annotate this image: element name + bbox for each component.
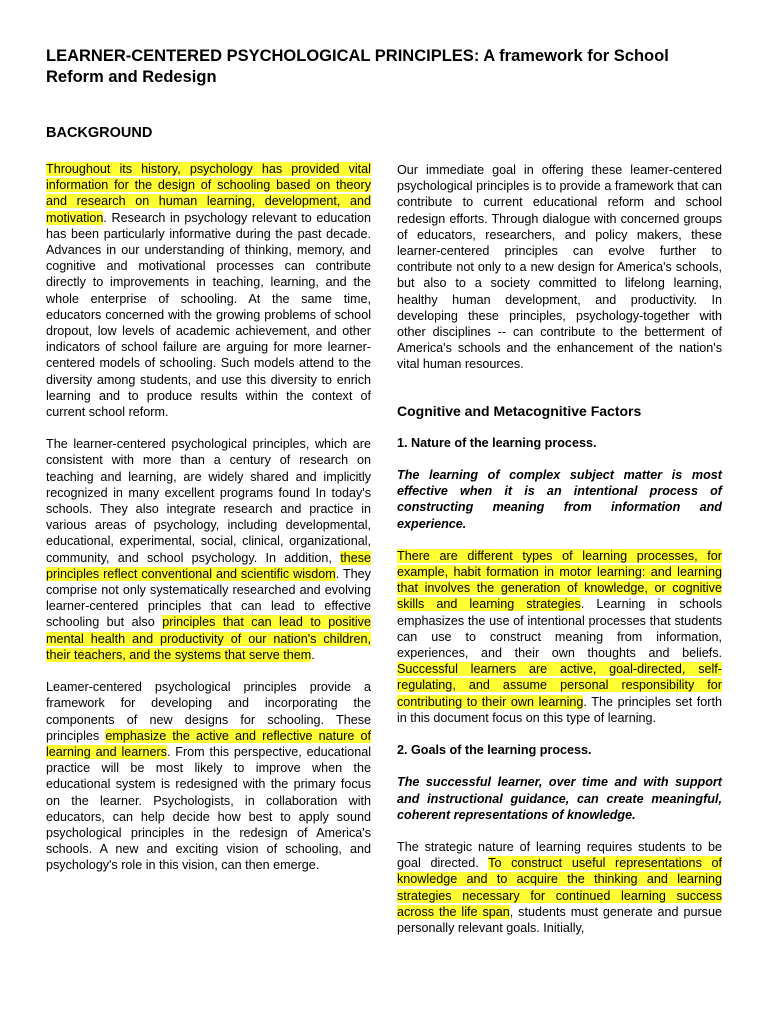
- highlighted-text: To construct useful representations of knowledge and to acquire the thinking and learning strategies necessary for continued learning success across the life span: [397, 856, 722, 919]
- text-run: Our immediate goal in offering these leamer-centered psychological principles is to provide a framework that can contribute to current educational reform and school redesign efforts. Through dialogue with concerned groups of educators, researchers, and policy makers, these learner-centered principles can evolve further to contribute not only to a new design for America's schools, but also to a society committed to lifelong learning, healthy human development, and productivity. In developing these principles, psychology-together with other disciplines -- can contribute to the betterment of America's schools and the enhancement of the nation's vital human resources.: [397, 163, 722, 372]
- left-column: [46, 161, 371, 890]
- background-heading: BACKGROUND: [46, 125, 153, 141]
- text-run: The learner-centered psychological principles, which are consistent with more than a century of research on teaching and learning, are widely shared and implicitly recognized in many excellent programs found In today's schools. They also integrate research and practice in various areas of psychology, including developmental, educational, experimental, social, clinical, organizational, community, and school psychology. In addition,: [46, 437, 371, 565]
- highlighted-text: principles that can lead to positive mental health and productivity of our nation's children, their teachers, and the systems that serve them: [46, 615, 371, 662]
- paragraph: [397, 839, 722, 936]
- paragraph: [397, 548, 722, 726]
- principle-1-heading: 1. Nature of the learning process.: [397, 435, 597, 450]
- document-title: [46, 46, 726, 88]
- paragraph: [46, 436, 371, 663]
- right-column: [397, 162, 722, 952]
- highlighted-text: Throughout its history, psychology has provided vital information for the design of schooling based on theory and research on human learning, development, and motivation: [46, 162, 371, 225]
- highlighted-text: emphasize the active and reflective nature of learning and learners: [46, 728, 371, 759]
- text-run: . Research in psychology relevant to education has been particularly informative during the past decade. Advances in our understanding of thinking, memory, and cognitive and motivational processes can contribute directly to improvements in teaching, learning, and the whole enterprise of schooling. At the same time, educators concerned with the growing problems of school dropout, low levels of academic achievement, and other indicators of school failure are arguing for more learner-centered models of schooling. Such models attend to the diversity among students, and use this diversity to enrich learning and to produce results within the context of current school reform.: [46, 210, 371, 420]
- text-run: . The principles set forth in this document focus on this type of learning.: [397, 694, 722, 725]
- text-run: . Learning in schools emphasizes the use of intentional processes that students can use to construct meaning from information, experiences, and their own thoughts and beliefs.: [397, 597, 722, 661]
- paragraph: [397, 162, 722, 373]
- highlighted-text: There are different types of learning processes, for example, habit formation in motor learning: and learning that involves the generation of knowledge, or cognitive skills and learning strategies: [397, 548, 722, 612]
- text-run: , students must generate and pursue personally relevant goals. Initially,: [397, 904, 722, 935]
- cognitive-factors-heading: Cognitive and Metacognitive Factors: [397, 402, 642, 419]
- title-rest: A framework for School Reform and Redesign: [46, 47, 669, 86]
- text-run: .: [311, 647, 315, 662]
- title-lead: LEARNER-CENTERED PSYCHOLOGICAL PRINCIPLES:: [46, 47, 480, 65]
- text-run: . They comprise not only systematically researched and evolving learner-centered principles that can lead to effective schooling but also: [46, 566, 371, 630]
- principle-2-heading: 2. Goals of the learning process.: [397, 743, 592, 758]
- highlighted-text: these principles reflect conventional and scientific wisdom: [46, 550, 371, 581]
- principle-2-statement: The successful learner, over time and with support and instructional guidance, can create meaningful, coherent representations of knowledge.: [397, 775, 722, 822]
- text-run: . From this perspective, educational practice will be most likely to improve when the educational system is redesigned with the primary focus on the learner. Psychologists, in collaboration with educators, can help decide how best to apply sound psychological principles in the redesign of America's schools. A new and exciting vision of schooling, and psychology's role in this vision, can then emerge.: [46, 744, 371, 873]
- text-run: Leamer-centered psychological principles provide a framework for developing and incorporating the components of new designs for schooling. These principles: [46, 680, 371, 743]
- highlighted-text: Successful learners are active, goal-directed, self-regulating, and assume personal responsibility for contributing to their own learning: [397, 662, 722, 709]
- principle-1-statement: The learning of complex subject matter is most effective when it is an intentional process of constructing meaning from information and experience.: [397, 468, 722, 531]
- paragraph: [46, 679, 371, 873]
- text-run: The strategic nature of learning requires students to be goal directed.: [397, 839, 722, 871]
- paragraph: [46, 161, 371, 420]
